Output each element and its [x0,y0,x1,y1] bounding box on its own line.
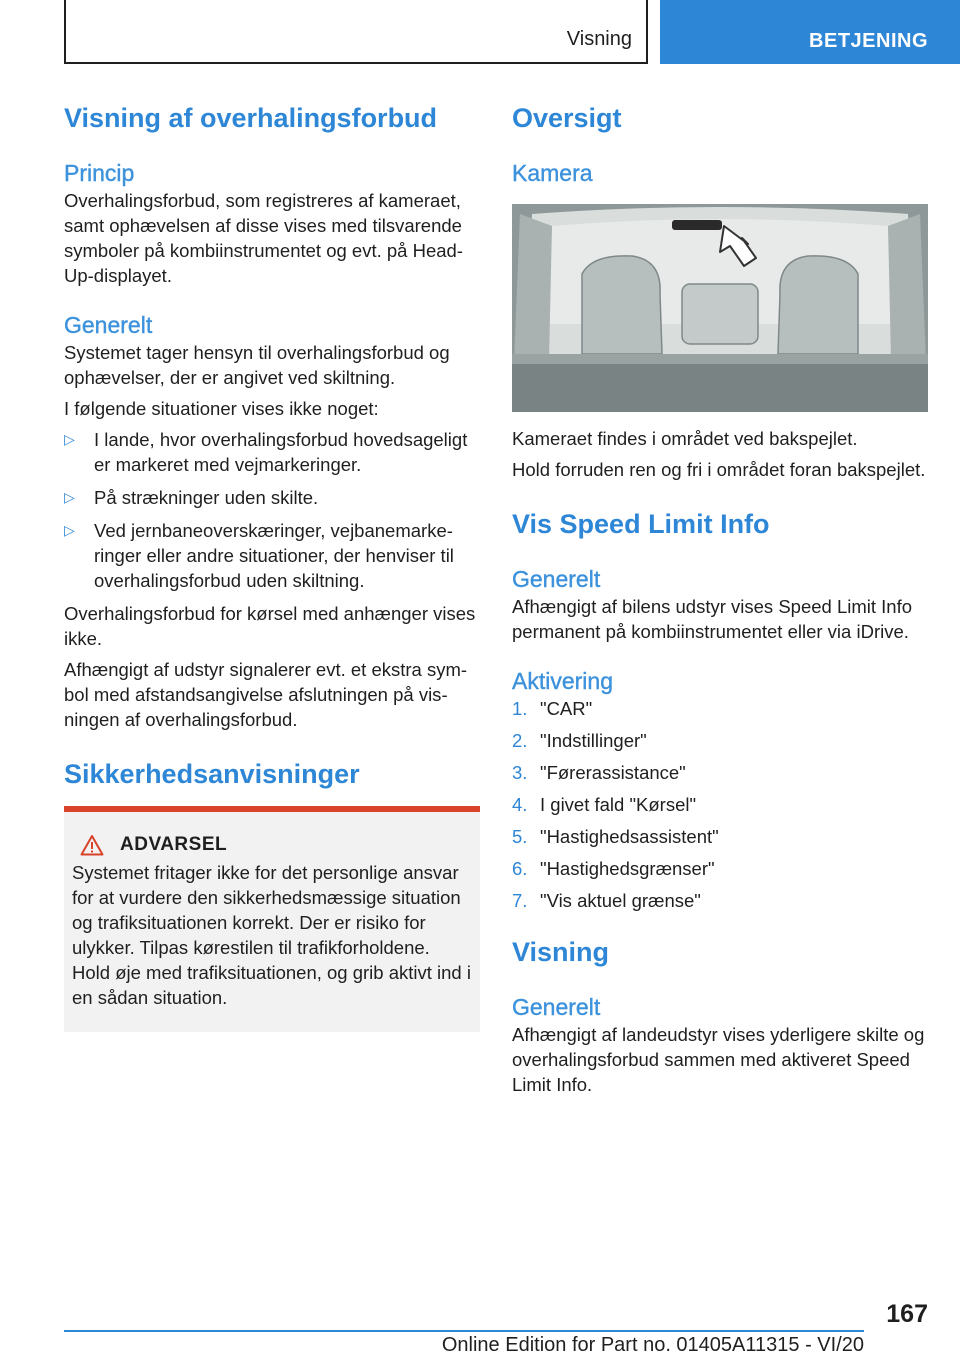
speed-limit-heading: Vis Speed Limit Info [512,509,770,539]
list-item: 5. "Hastighedsassistent" [512,826,719,847]
header-section-box [64,0,648,64]
display-heading: Visning [512,937,610,967]
footer-divider [64,1330,864,1332]
triangle-bullet-icon: ▷ [64,489,75,505]
situations-list [64,427,480,593]
list-item: ▷ Ved jernbaneoverskæringer, vejbanemarkeringer eller andre situationer, der henviser til overhalingsforbud uden skiltning. [64,520,454,591]
list-item: ▷ I lande, hvor overhalingsforbud hovedsageligt er markeret med vejmarkeringer. [64,429,468,475]
section-title-overtaking: Visning af overhalingsforbud [64,103,438,133]
activation-steps [512,696,928,913]
warning-text: Systemet fritager ikke for det personlige ansvar for at vurdere den sikkerhedsmæssige situation og trafiksituationen korrekt. Der er risiko for ulykker. Tilpas kørestilen til trafikforholdene. Hold øje med trafiksituationen, og grib aktivt ind i en sådan situation. [72,862,471,1008]
camera-heading: Kamera [512,160,593,186]
right-column [512,100,928,1097]
overview-heading: Oversigt [512,103,622,133]
camera-text-1: Kameraet findes i området ved bakspejlet. [512,428,858,449]
list-item: 4. I givet fald "Kørsel" [512,794,697,815]
triangle-bullet-icon: ▷ [64,522,75,538]
warning-box [64,806,480,1032]
header-chapter-label: BETJENING [809,30,928,52]
display-text: Afhængigt af landeudstyr vises yderligere skilte og overhalingsforbud sammen med aktiveret Speed Limit Info. [512,1024,925,1095]
warning-triangle-icon [80,834,104,856]
activation-heading: Aktivering [512,668,613,694]
warning-label: ADVARSEL [120,834,228,855]
header-section-label: Visning [566,28,632,50]
principle-heading: Princip [64,160,135,186]
triangle-bullet-icon: ▷ [64,431,75,447]
speed-general-text: Afhængigt af bilens udstyr vises Speed Limit Info permanent på kombiinstrumentet eller via iDrive. [512,596,913,642]
warning-header [80,834,472,856]
footer-edition: Online Edition for Part no. 01405A11315 - VI/20 [441,1334,864,1356]
display-general-heading: Generelt [512,994,601,1020]
list-item: ▷ På strækninger uden skilte. [64,487,319,508]
situations-intro: I følgende situationer vises ikke noget: [64,398,379,419]
list-item: 6. "Hastighedsgrænser" [512,858,715,879]
general-text: Systemet tager hensyn til overhalingsforbud og ophævelser, der er angivet ved skiltning. [64,342,450,388]
camera-location-image [512,204,928,412]
left-column [64,100,480,1032]
list-item: 3. "Førerassistance" [512,762,686,783]
general-heading: Generelt [64,312,153,338]
list-item: 2. "Indstillinger" [512,730,647,751]
list-item: 7. "Vis aktuel grænse" [512,890,701,911]
safety-heading: Sikkerhedsanvisninger [64,759,360,789]
list-item: 1. "CAR" [512,698,593,719]
speed-general-heading: Generelt [512,566,601,592]
camera-text-2: Hold forruden ren og fri i området foran bakspejlet. [512,459,926,480]
header-chapter-tab [660,0,960,64]
principle-text: Overhalingsforbud, som registreres af kameraet, samt ophævelsen af disse vises med tilsvarende symboler på kombiinstrumentet og evt. på Head-Up-displayet. [64,190,463,286]
page-number: 167 [886,1300,928,1328]
trailer-text: Overhalingsforbud for kørsel med anhænger vises ikke. [64,603,476,649]
equipment-text: Afhængigt af udstyr signalerer evt. et ekstra symbol med afstandsangivelse afslutningen på visningen af overhalingsforbud. [64,659,468,730]
